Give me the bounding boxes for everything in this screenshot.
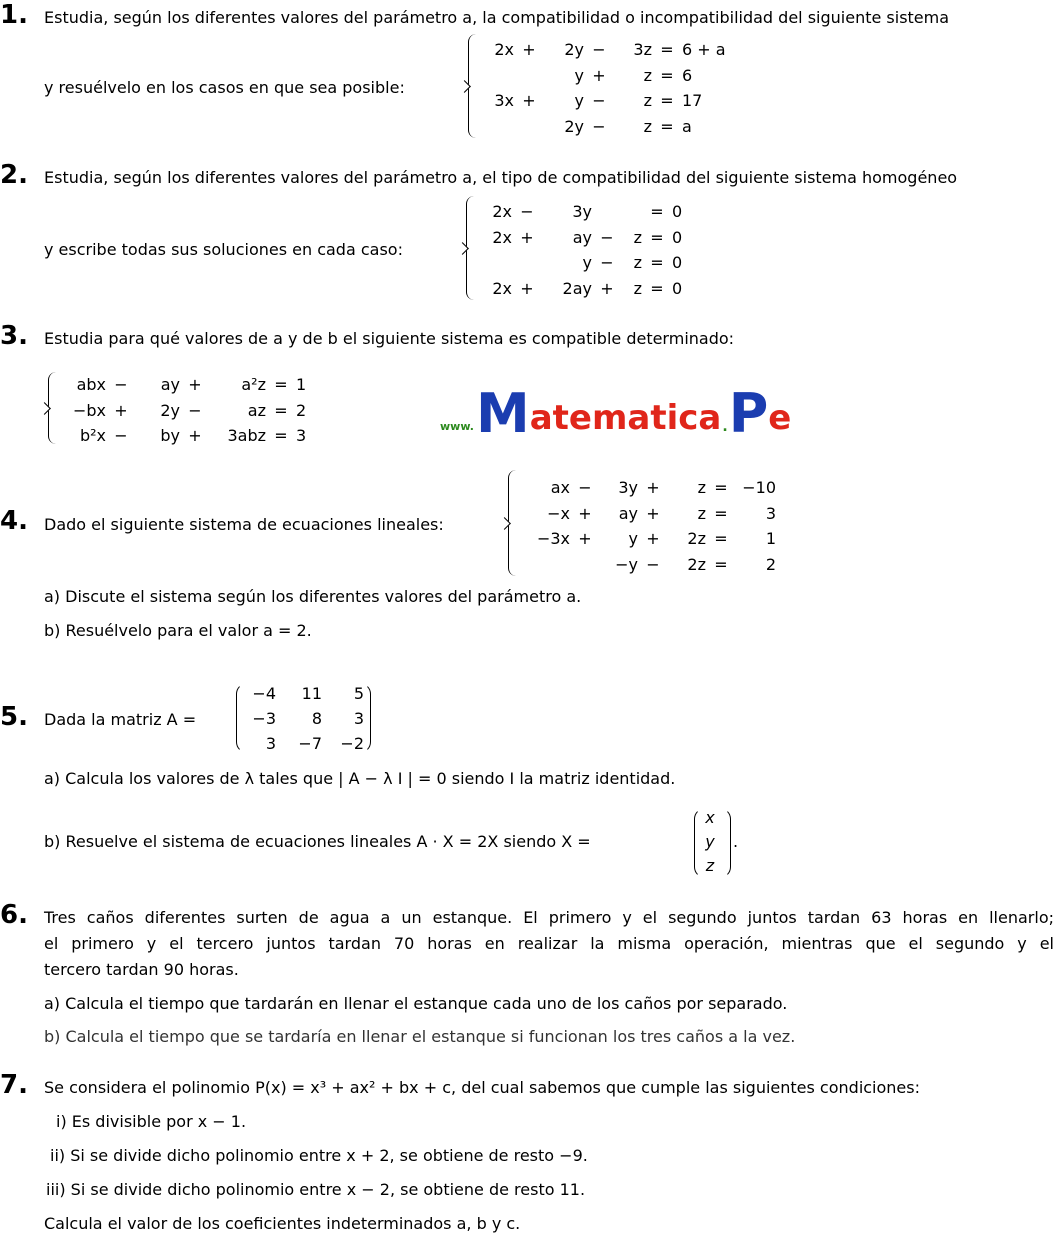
matrix-entry: −3 (252, 709, 276, 728)
equation-term: 2 (765, 554, 776, 574)
problem-6-number: 6. (0, 900, 28, 930)
equation-term: −bx (72, 400, 106, 420)
problem-4-statement: Dado el siguiente sistema de ecuaciones lineales: (44, 515, 444, 534)
equation-term: 6 (682, 65, 693, 85)
equation-term: + (578, 529, 592, 548)
equation-term: 3y (618, 478, 638, 497)
problem-2-number: 2. (0, 160, 28, 190)
problem-4-part-b: b) Resuélvelo para el valor a = 2. (44, 621, 312, 640)
equation-term: = (714, 503, 728, 523)
equation-term: = (650, 253, 664, 272)
equation-term: = (650, 227, 664, 247)
equation-term: − (114, 426, 128, 445)
equation-term: ay (572, 227, 592, 247)
problem-3-statement: Estudia para qué valores de a y de b el siguiente sistema es compatible determinado: (44, 329, 735, 348)
matrix-entry: −7 (298, 734, 322, 753)
equation-term: 0 (672, 253, 683, 272)
equation-term: + (188, 375, 202, 394)
vector-right-paren (720, 808, 731, 878)
equation-term: −10 (742, 478, 776, 497)
problem-1-statement: Estudia, según los diferentes valores del parámetro a, la compatibilidad o incompatibilidad del siguiente sistema (44, 8, 950, 27)
equation-term: + (600, 278, 614, 298)
equation-term: = (274, 426, 288, 445)
problem-1-number: 1. (0, 0, 28, 30)
matrix-entry: 5 (353, 684, 364, 703)
equation-term: + (520, 227, 534, 247)
problem-7-number: 7. (0, 1070, 28, 1100)
problem-5-statement: Dada la matriz A = (44, 710, 197, 729)
equation-term: − (646, 554, 660, 574)
equation-term: 2x (492, 202, 512, 221)
equation-term: = (650, 202, 664, 221)
equation-term: z (643, 65, 652, 85)
logo-m: M (475, 382, 530, 445)
equation-term: 3y (572, 202, 592, 221)
equation-term: z (643, 116, 652, 136)
equation-term: 2 (296, 400, 307, 420)
matrix-entry: 8 (311, 709, 322, 728)
problem-4-number: 4. (0, 506, 28, 536)
problem-5-part-b: b) Resuelve el sistema de ecuaciones lineales A · X = 2X siendo X = (44, 832, 591, 851)
equation-term: 2x (492, 227, 512, 247)
equation-term: + (114, 400, 128, 420)
problem-7-condition-iii: iii) Si se divide dicho polinomio entre x − 2, se obtiene de resto 11. (46, 1180, 586, 1199)
equation-term: 3 (765, 503, 776, 523)
equation-term: 2y (564, 116, 584, 136)
equation-term: − (600, 227, 614, 247)
equation-term: + (646, 478, 660, 497)
equation-term: z (633, 278, 642, 298)
equation-term: 2y (160, 400, 180, 420)
equation-term: −3x (536, 529, 570, 548)
equation-term: 3 (296, 426, 307, 445)
equation-term: y (628, 529, 638, 548)
equation-term: = (274, 375, 288, 394)
equation-term: − (592, 116, 606, 136)
problem-1-brace (468, 34, 477, 138)
matrix-entry: 11 (301, 684, 322, 703)
logo-p: P (728, 382, 769, 445)
equation-term: z (633, 253, 642, 272)
equation-term: 2y (564, 40, 584, 59)
problem-2-brace (466, 196, 475, 300)
equation-term: y (574, 91, 584, 110)
equation-term: 2x (494, 40, 514, 59)
equation-term: z (633, 227, 642, 247)
equation-term: 17 (682, 91, 703, 110)
problem-5-part-a: a) Calcula los valores de λ tales que | A − λ I | = 0 siendo I la matriz identidad. (44, 769, 676, 788)
equation-term: 0 (672, 202, 683, 221)
equation-term: 6 + a (682, 40, 726, 59)
problem-1-statement-line2: y resuélvelo en los casos en que sea posible: (44, 78, 405, 97)
problem-6-text-line3: tercero tardan 90 horas. (44, 960, 239, 979)
matrix-entry: −4 (252, 684, 276, 703)
equation-term: = (714, 478, 728, 497)
equation-term: a²z (241, 375, 266, 394)
equation-term: = (274, 400, 288, 420)
equation-term: −x (547, 503, 570, 523)
problem-7-final-question: Calcula el valor de los coeficientes indeterminados a, b y c. (44, 1214, 521, 1233)
vector-entry: y (705, 832, 715, 851)
equation-term: = (714, 529, 728, 548)
equation-term: 2ay (562, 278, 592, 298)
problem-7-condition-i: i) Es divisible por x − 1. (56, 1112, 247, 1131)
equation-term: − (114, 375, 128, 394)
equation-term: − (578, 478, 592, 497)
equation-term: − (188, 400, 202, 420)
equation-term: 2x (492, 278, 512, 298)
problem-6-text-line1: Tres caños diferentes surten de agua a un estanque. El primero y el segundo juntos tardan 63 horas en llenarlo; (44, 908, 1054, 927)
problem-5-part-b-end: . (733, 832, 739, 851)
equation-term: = (650, 278, 664, 298)
equation-term: − (600, 253, 614, 272)
equation-term: = (714, 554, 728, 574)
equation-term: − (592, 91, 606, 110)
equation-term: + (520, 278, 534, 298)
equation-term: y (574, 65, 584, 85)
problem-2-statement-line2: y escribe todas sus soluciones en cada caso: (44, 240, 403, 259)
problem-7-statement: Se considera el polinomio P(x) = x³ + ax² + bx + c, del cual sabemos que cumple las siguientes condiciones: (44, 1078, 920, 1097)
equation-term: 2z (687, 554, 706, 574)
problem-6-part-a: a) Calcula el tiempo que tardarán en llenar el estanque cada uno de los caños por separado. (44, 994, 788, 1013)
problem-2-statement: Estudia, según los diferentes valores del parámetro a, el tipo de compatibilidad del siguiente sistema homogéneo (44, 168, 958, 187)
equation-term: 3abz (227, 426, 266, 445)
matrix-entry: 3 (265, 734, 276, 753)
equation-term: a (682, 116, 692, 136)
logo-e: e (768, 398, 792, 439)
equation-term: 0 (672, 227, 683, 247)
problem-6-part-b: b) Calcula el tiempo que se tardaría en llenar el estanque si funcionan los tres caños a la vez. (44, 1027, 796, 1046)
equation-term: z (697, 503, 706, 523)
equation-term: 1 (296, 375, 307, 394)
equation-term: = (660, 65, 674, 85)
equation-term: 3z (633, 40, 652, 59)
problem-3-number: 3. (0, 321, 28, 351)
vector-entry: x (705, 808, 715, 827)
problem-7-condition-ii: ii) Si se divide dicho polinomio entre x + 2, se obtiene de resto −9. (50, 1146, 588, 1165)
equation-term: 3x (494, 91, 514, 110)
equation-term: z (643, 91, 652, 110)
logo-atematica: atematica (529, 398, 722, 439)
equation-term: b²x (79, 426, 106, 445)
problem-5-number: 5. (0, 702, 28, 732)
equation-term: az (247, 400, 266, 420)
equation-term: + (578, 503, 592, 523)
equation-term: + (646, 529, 660, 548)
equation-term: z (697, 478, 706, 497)
matrix-entry: 3 (353, 709, 364, 728)
problem-4-brace (508, 470, 517, 576)
equation-term: + (592, 65, 606, 85)
equation-term: − (520, 202, 534, 221)
matematica-pe-logo (440, 382, 792, 445)
equation-term: + (646, 503, 660, 523)
equation-term: + (522, 40, 536, 59)
equation-term: − (592, 40, 606, 59)
logo-www: www. (440, 420, 474, 434)
equation-term: + (188, 426, 202, 445)
equation-term: ay (160, 375, 180, 394)
equation-term: ax (550, 478, 570, 497)
equation-term: ay (618, 503, 638, 523)
equation-term: + (522, 91, 536, 110)
equation-term: = (660, 91, 674, 110)
equation-term: = (660, 40, 674, 59)
problem-3-brace (48, 372, 57, 444)
problem-6-text-line2: el primero y el tercero juntos tardan 70 horas en realizar la misma operación, mientras que el segundo y el (44, 934, 1054, 953)
logo-dot: . (722, 419, 728, 436)
matrix-entry: −2 (340, 734, 364, 753)
equation-term: 1 (765, 529, 776, 548)
equation-term: by (160, 426, 180, 445)
equation-term: abx (76, 375, 106, 394)
vector-entry: z (705, 856, 715, 875)
equation-term: −y (615, 554, 638, 574)
equation-term: y (582, 253, 592, 272)
equation-term: 2z (687, 529, 706, 548)
problem-4-part-a: a) Discute el sistema según los diferentes valores del parámetro a. (44, 587, 582, 606)
equation-term: = (660, 116, 674, 136)
equation-term: 0 (672, 278, 683, 298)
